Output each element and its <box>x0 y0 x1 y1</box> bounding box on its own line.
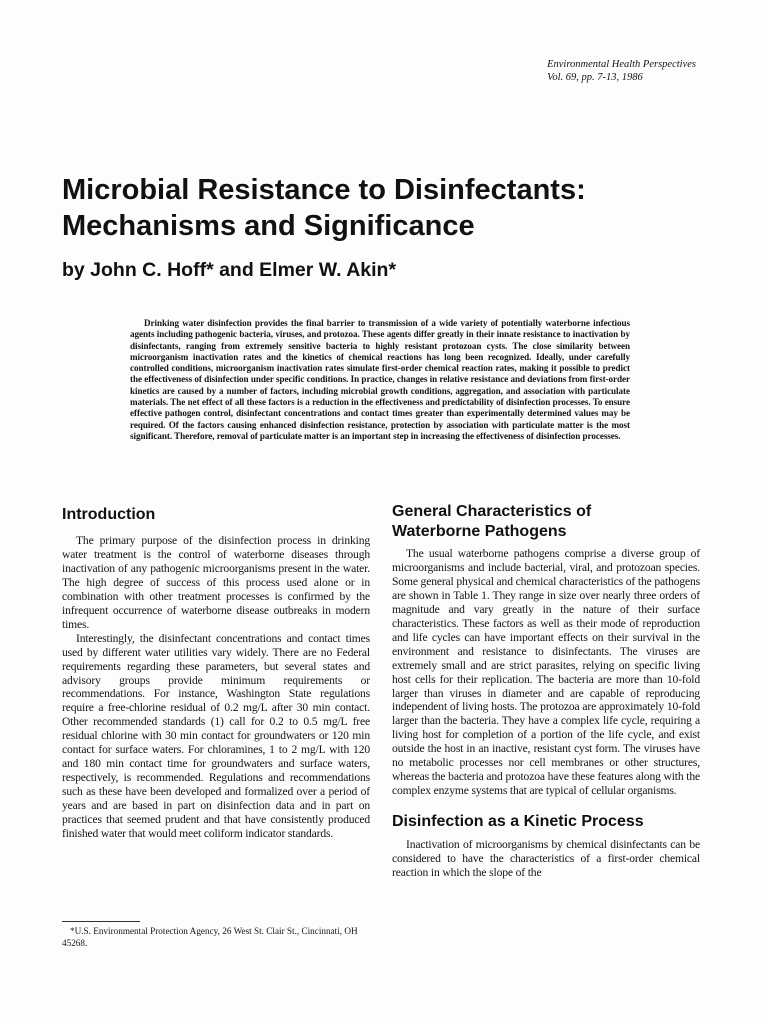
introduction-paragraph-1: The primary purpose of the disinfection process in drinking water treatment is the control of waterborne diseases through inactivation of any pathogenic microorganisms present in the water. The high degree of success of this process used alone or in combination with other treatment processes is confirmed by the infrequent occurrence of waterborne disease outbreaks in modern times. <box>62 534 370 631</box>
abstract: Drinking water disinfection provides the final barrier to transmission of a wide variety of potentially waterborne infectious agents including pathogenic bacteria, viruses, and protozoa. These agents differ greatly in their innate resistance to inactivation by disinfectants, ranging from extremely sensitive bacteria to highly resistant protozoan cysts. The close similarity between microorganism inactivation rates and the kinetics of chemical reactions has long been recognized. Ideally, under carefully controlled conditions, microorganism inactivation rates simulate first-order chemical reaction rates, making it possible to predict the effectiveness of disinfection under specific conditions. In practice, changes in relative resistance and deviations from first-order kinetics are caused by a number of factors, including microbial growth conditions, aggregation, and association with particulate materials. The net effect of all these factors is a reduction in the effectiveness and predictability of disinfection processes. To ensure effective pathogen control, disinfectant concentrations and contact times greater than experimentally determined values may be required. Of the factors causing enhanced disinfection resistance, protection by association with particulate matter is the most significant. Therefore, removal of particulate matter is an important step in increasing the effectiveness of disinfection processes. <box>130 318 630 441</box>
right-column <box>392 502 700 880</box>
journal-citation <box>547 58 696 84</box>
author-affiliation-footnote: *U.S. Environmental Protection Agency, 26 West St. Clair St., Cincinnati, OH 45268. <box>62 926 358 948</box>
journal-volume: Vol. 69, pp. 7-13, 1986 <box>547 72 643 83</box>
introduction-heading: Introduction <box>62 506 156 523</box>
article-title-line2: Mechanisms and Significance <box>62 210 475 242</box>
general-characteristics-heading <box>392 502 700 542</box>
footnote-divider <box>62 921 140 922</box>
general-heading-line1: General Characteristics of <box>392 503 592 520</box>
article-title <box>62 172 702 244</box>
introduction-paragraph-2: Interestingly, the disinfectant concentrations and contact times used by different water utilities vary widely. There are no Federal requirements regarding these parameters, but several states and advisory groups provide minimum requirements or recommendations. For instance, Washington State regulations require a free-chlorine residual of 0.2 mg/L after 30 min contact. Other recommended standards (1) call for 0.2 to 0.5 mg/L free residual chlorine with 30 min contact for groundwaters or 120 min contact for surface waters. For chloramines, 1 to 2 mg/L with 120 and 180 min contact time for groundwaters and surface waters, respectively, is recommended. Regulations and recommendations such as these have been developed and formalized over a period of years and are based in part on disinfection data and in part on practices that seemed prudent and that have consistently produced finished water that would meet coliform indicator standards. <box>62 631 370 841</box>
kinetic-paragraph-1: Inactivation of microorganisms by chemical disinfectants can be considered to have the characteristics of a first-order chemical reaction in which the slope of the <box>392 838 700 880</box>
journal-name: Environmental Health Perspectives <box>547 59 696 70</box>
general-paragraph-1: The usual waterborne pathogens comprise a diverse group of microorganisms and include bacterial, viral, and protozoan species. Some general physical and chemical characteristics of the pathogens are shown in Table 1. They range in size over nearly three orders of magnitude and vary greatly in the nature of their surface characteristics. These factors as well as their mode of reproduction and life cycles can have important effects on their survival in the environment and resistance to disinfectants. The viruses are extremely small and are strict parasites, relying on specific living host cells for their replication. The bacteria are more than 10-fold larger than viruses in diameter and are capable of reproducing independent of living hosts. The protozoa are approximately 10-fold larger than the bacteria. They have a complex life cycle, requiring a living host for completion of a portion of the life cycle, and exist outside the host in an inactive, resistant cyst form. The viruses have no metabolic processes nor cell membranes or other structures, whereas the bacteria and protozoa have these features along with the complex enzyme systems that are typical of cellular organisms. <box>392 547 701 798</box>
article-authors: by John C. Hoff* and Elmer W. Akin* <box>62 259 397 281</box>
left-column <box>62 502 370 841</box>
article-title-line1: Microbial Resistance to Disinfectants: <box>62 174 586 206</box>
kinetic-process-heading: Disinfection as a Kinetic Process <box>392 813 644 831</box>
general-heading-line2: Waterborne Pathogens <box>392 523 567 540</box>
